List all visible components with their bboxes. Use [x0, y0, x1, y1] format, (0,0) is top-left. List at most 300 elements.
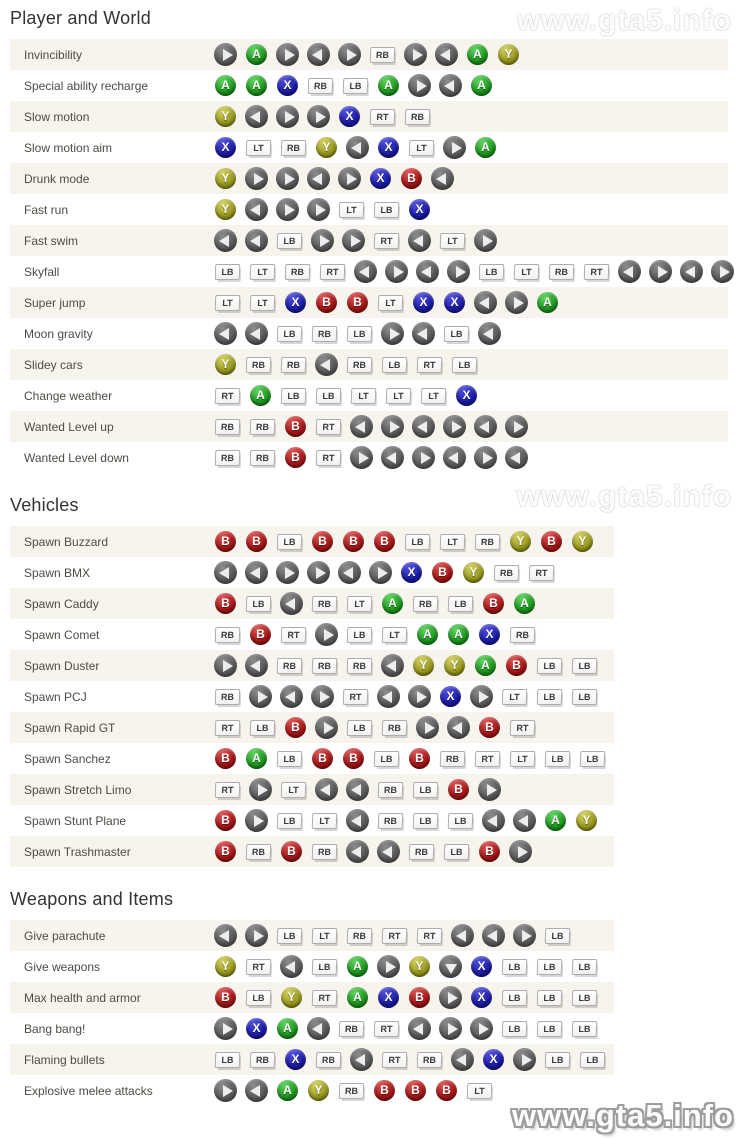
button-x-icon: X — [215, 137, 236, 158]
right-arrow-icon — [456, 266, 466, 278]
key-lb: LB — [572, 1021, 598, 1037]
right-arrow-icon — [378, 567, 388, 579]
right-arrow-icon — [254, 930, 264, 942]
button-b-icon: B — [374, 531, 395, 552]
button-sequence — [214, 167, 454, 190]
dpad-right-icon — [342, 229, 365, 252]
key-rb: RB — [281, 140, 307, 156]
dpad-left-icon — [474, 291, 497, 314]
right-arrow-icon — [448, 1023, 458, 1035]
button-a-icon: A — [250, 385, 271, 406]
key-rb: RB — [215, 450, 241, 466]
cheat-row — [10, 681, 614, 712]
dpad-left-icon — [381, 446, 404, 469]
key-rb: RB — [308, 78, 334, 94]
cheat-row — [10, 588, 614, 619]
left-arrow-icon — [219, 930, 229, 942]
key-lt: LT — [250, 264, 276, 280]
button-sequence — [214, 43, 520, 66]
key-lt: LT — [440, 233, 466, 249]
dpad-right-icon — [513, 924, 536, 947]
key-lt: LT — [347, 596, 373, 612]
dpad-right-icon — [478, 778, 501, 801]
key-lb: LB — [545, 928, 571, 944]
dpad-right-icon — [276, 43, 299, 66]
dpad-right-icon — [369, 561, 392, 584]
key-rt: RT — [374, 1021, 400, 1037]
key-rb: RB — [312, 596, 338, 612]
right-arrow-icon — [223, 660, 233, 672]
button-sequence — [214, 74, 493, 97]
right-arrow-icon — [285, 173, 295, 185]
dpad-left-icon — [346, 778, 369, 801]
key-rt: RT — [316, 419, 342, 435]
dpad-left-icon — [245, 105, 268, 128]
button-a-icon: A — [471, 75, 492, 96]
cheat-label: Fast run — [24, 202, 69, 217]
key-lb: LB — [374, 751, 400, 767]
dpad-left-icon — [307, 1017, 330, 1040]
key-lb: LB — [448, 596, 474, 612]
dpad-right-icon — [649, 260, 672, 283]
watermark-middle: www.gta5.info — [516, 480, 732, 513]
button-a-icon: A — [475, 137, 496, 158]
right-arrow-icon — [417, 691, 427, 703]
key-lb: LB — [537, 1021, 563, 1037]
left-arrow-icon — [359, 266, 369, 278]
button-b-icon: B — [401, 168, 422, 189]
button-a-icon: A — [378, 75, 399, 96]
left-arrow-icon — [320, 359, 330, 371]
dpad-right-icon — [416, 716, 439, 739]
right-arrow-icon — [452, 142, 462, 154]
right-arrow-icon — [223, 1023, 233, 1035]
dpad-left-icon — [435, 43, 458, 66]
cheat-row — [10, 805, 614, 836]
button-b-icon: B — [541, 531, 562, 552]
right-arrow-icon — [522, 1054, 532, 1066]
button-sequence — [214, 809, 598, 832]
dpad-right-icon — [245, 167, 268, 190]
dpad-right-icon — [439, 1017, 462, 1040]
dpad-left-icon — [214, 322, 237, 345]
button-b-icon: B — [250, 624, 271, 645]
key-rb: RB — [549, 264, 575, 280]
right-arrow-icon — [514, 421, 524, 433]
button-y-icon: Y — [498, 44, 519, 65]
key-lb: LB — [413, 813, 439, 829]
key-lb: LB — [572, 990, 598, 1006]
right-arrow-icon — [347, 49, 357, 61]
cheat-label: Give weapons — [24, 959, 101, 974]
key-lb: LB — [502, 1021, 528, 1037]
button-x-icon: X — [413, 292, 434, 313]
button-b-icon: B — [215, 531, 236, 552]
key-rt: RT — [510, 720, 536, 736]
dpad-down-icon — [439, 955, 462, 978]
left-arrow-icon — [483, 328, 493, 340]
button-sequence — [214, 592, 536, 615]
button-b-icon: B — [483, 593, 504, 614]
right-arrow-icon — [351, 235, 361, 247]
dpad-left-icon — [280, 955, 303, 978]
button-b-icon: B — [215, 841, 236, 862]
key-rb: RB — [475, 534, 501, 550]
dpad-right-icon — [377, 955, 400, 978]
right-arrow-icon — [417, 80, 427, 92]
right-arrow-icon — [487, 784, 497, 796]
cheat-label: Explosive melee attacks — [24, 1083, 153, 1098]
cheat-label: Spawn Comet — [24, 627, 100, 642]
dpad-left-icon — [377, 840, 400, 863]
button-sequence — [214, 415, 528, 438]
dpad-left-icon — [214, 229, 237, 252]
dpad-right-icon — [408, 685, 431, 708]
key-rb: RB — [312, 844, 338, 860]
right-arrow-icon — [347, 173, 357, 185]
left-arrow-icon — [351, 815, 361, 827]
dpad-right-icon — [315, 716, 338, 739]
key-lt: LT — [281, 782, 307, 798]
dpad-left-icon — [346, 136, 369, 159]
key-lb: LB — [215, 1052, 241, 1068]
dpad-left-icon — [513, 809, 536, 832]
button-b-icon: B — [285, 717, 306, 738]
cheat-label: Spawn Sanchez — [24, 751, 111, 766]
right-arrow-icon — [285, 49, 295, 61]
button-b-icon: B — [285, 447, 306, 468]
key-lb: LB — [545, 751, 571, 767]
key-lt: LT — [312, 928, 338, 944]
cheat-rows — [10, 39, 736, 473]
dpad-left-icon — [214, 561, 237, 584]
cheat-row — [10, 225, 728, 256]
cheat-label: Super jump — [24, 295, 86, 310]
cheat-row — [10, 132, 728, 163]
key-lb: LB — [448, 813, 474, 829]
button-sequence — [214, 561, 555, 584]
key-lb: LB — [502, 990, 528, 1006]
button-sequence — [214, 229, 497, 252]
dpad-left-icon — [377, 685, 400, 708]
button-b-icon: B — [436, 1080, 457, 1101]
key-rt: RT — [312, 990, 338, 1006]
cheat-row — [10, 557, 614, 588]
dpad-left-icon — [245, 198, 268, 221]
button-x-icon: X — [444, 292, 465, 313]
button-x-icon: X — [471, 956, 492, 977]
left-arrow-icon — [487, 930, 497, 942]
key-lt: LT — [250, 295, 276, 311]
right-arrow-icon — [390, 421, 400, 433]
key-lb: LB — [316, 388, 342, 404]
key-lb: LB — [374, 202, 400, 218]
right-arrow-icon — [479, 691, 489, 703]
cheat-row — [10, 39, 728, 70]
left-arrow-icon — [250, 328, 260, 340]
right-arrow-icon — [448, 992, 458, 1004]
cheat-label: Bang bang! — [24, 1021, 86, 1036]
key-rt: RT — [320, 264, 346, 280]
button-x-icon: X — [285, 292, 306, 313]
button-sequence — [214, 654, 598, 677]
cheat-label: Spawn Duster — [24, 658, 100, 673]
button-sequence — [214, 136, 497, 159]
button-y-icon: Y — [215, 199, 236, 220]
dpad-left-icon — [307, 167, 330, 190]
dpad-left-icon — [618, 260, 641, 283]
right-arrow-icon — [285, 111, 295, 123]
dpad-right-icon — [311, 685, 334, 708]
right-arrow-icon — [254, 173, 264, 185]
dpad-right-icon — [381, 415, 404, 438]
key-rb: RB — [405, 109, 431, 125]
right-arrow-icon — [394, 266, 404, 278]
dpad-left-icon — [245, 654, 268, 677]
button-sequence — [214, 353, 478, 376]
button-b-icon: B — [316, 292, 337, 313]
button-sequence — [214, 446, 528, 469]
cheat-row — [10, 411, 728, 442]
cheat-label: Spawn Buzzard — [24, 534, 109, 549]
dpad-right-icon — [315, 623, 338, 646]
key-lb: LB — [347, 720, 373, 736]
key-rb: RB — [285, 264, 311, 280]
cheat-label: Fast swim — [24, 233, 78, 248]
left-arrow-icon — [250, 204, 260, 216]
dpad-left-icon — [346, 840, 369, 863]
button-sequence — [214, 955, 598, 978]
cheat-row — [10, 712, 614, 743]
cheat-row — [10, 194, 728, 225]
key-lb: LB — [537, 990, 563, 1006]
cheat-row — [10, 526, 614, 557]
dpad-left-icon — [412, 415, 435, 438]
button-x-icon: X — [409, 199, 430, 220]
key-lb: LB — [502, 959, 528, 975]
left-arrow-icon — [355, 421, 365, 433]
key-rb: RB — [510, 627, 536, 643]
left-arrow-icon — [417, 421, 427, 433]
key-lb: LB — [545, 1052, 571, 1068]
cheat-row — [10, 951, 614, 982]
key-rb: RB — [250, 450, 276, 466]
left-arrow-icon — [413, 1023, 423, 1035]
key-rb: RB — [370, 47, 396, 63]
dpad-right-icon — [350, 446, 373, 469]
key-rt: RT — [529, 565, 555, 581]
dpad-right-icon — [307, 198, 330, 221]
key-lt: LT — [382, 627, 408, 643]
section-player-and-world — [0, 8, 736, 473]
key-lb: LB — [277, 928, 303, 944]
dpad-right-icon — [214, 654, 237, 677]
right-arrow-icon — [359, 452, 369, 464]
left-arrow-icon — [351, 784, 361, 796]
cheat-label: Spawn Stunt Plane — [24, 813, 127, 828]
left-arrow-icon — [312, 1023, 322, 1035]
button-sequence — [214, 260, 734, 283]
left-arrow-icon — [386, 452, 396, 464]
key-lb: LB — [343, 78, 369, 94]
button-b-icon: B — [215, 748, 236, 769]
key-rt: RT — [417, 928, 443, 944]
key-lb: LB — [444, 844, 470, 860]
key-rb: RB — [215, 419, 241, 435]
key-rt: RT — [475, 751, 501, 767]
key-rb: RB — [409, 844, 435, 860]
button-y-icon: Y — [281, 987, 302, 1008]
button-b-icon: B — [479, 841, 500, 862]
cheat-row — [10, 774, 614, 805]
dpad-right-icon — [276, 561, 299, 584]
right-arrow-icon — [390, 328, 400, 340]
section-title: Player and World — [10, 8, 151, 28]
dpad-left-icon — [505, 446, 528, 469]
right-arrow-icon — [254, 815, 264, 827]
left-arrow-icon — [456, 1054, 466, 1066]
key-lb: LB — [246, 990, 272, 1006]
dpad-left-icon — [408, 1017, 431, 1040]
key-lb: LB — [537, 658, 563, 674]
dpad-left-icon — [431, 167, 454, 190]
button-y-icon: Y — [413, 655, 434, 676]
button-y-icon: Y — [463, 562, 484, 583]
key-lt: LT — [215, 295, 241, 311]
left-arrow-icon — [417, 328, 427, 340]
dpad-left-icon — [478, 322, 501, 345]
dpad-right-icon — [214, 43, 237, 66]
dpad-left-icon — [412, 322, 435, 345]
key-rb: RB — [413, 596, 439, 612]
right-arrow-icon — [258, 784, 268, 796]
button-a-icon: A — [448, 624, 469, 645]
button-a-icon: A — [467, 44, 488, 65]
left-arrow-icon — [413, 235, 423, 247]
left-arrow-icon — [285, 598, 295, 610]
key-lt: LT — [502, 689, 528, 705]
key-lb: LB — [281, 388, 307, 404]
key-rb: RB — [277, 658, 303, 674]
key-lb: LB — [347, 326, 373, 342]
button-b-icon: B — [285, 416, 306, 437]
key-lt: LT — [421, 388, 447, 404]
button-a-icon: A — [246, 75, 267, 96]
left-arrow-icon — [421, 266, 431, 278]
right-arrow-icon — [386, 961, 396, 973]
button-a-icon: A — [537, 292, 558, 313]
cheat-label: Spawn Trashmaster — [24, 844, 131, 859]
button-a-icon: A — [514, 593, 535, 614]
key-lb: LB — [277, 233, 303, 249]
key-rb: RB — [347, 928, 373, 944]
right-arrow-icon — [658, 266, 668, 278]
dpad-left-icon — [451, 924, 474, 947]
key-lt: LT — [312, 813, 338, 829]
key-lt: LT — [409, 140, 435, 156]
left-arrow-icon — [219, 235, 229, 247]
cheat-label: Give parachute — [24, 928, 106, 943]
watermark-bottom: www.gta5.info — [512, 1098, 734, 1133]
dpad-right-icon — [474, 229, 497, 252]
button-b-icon: B — [432, 562, 453, 583]
dpad-left-icon — [354, 260, 377, 283]
cheat-rows — [10, 920, 736, 1106]
dpad-right-icon — [338, 43, 361, 66]
button-x-icon: X — [479, 624, 500, 645]
button-a-icon: A — [475, 655, 496, 676]
cheat-label: Wanted Level up — [24, 419, 114, 434]
button-b-icon: B — [409, 748, 430, 769]
key-rb: RB — [312, 658, 338, 674]
left-arrow-icon — [440, 49, 450, 61]
dpad-right-icon — [408, 74, 431, 97]
right-arrow-icon — [413, 49, 423, 61]
dpad-right-icon — [505, 415, 528, 438]
left-arrow-icon — [487, 815, 497, 827]
key-lb: LB — [479, 264, 505, 280]
dpad-right-icon — [443, 415, 466, 438]
button-b-icon: B — [215, 987, 236, 1008]
left-arrow-icon — [219, 328, 229, 340]
key-rt: RT — [215, 388, 241, 404]
dpad-left-icon — [245, 229, 268, 252]
button-b-icon: B — [281, 841, 302, 862]
key-lt: LT — [510, 751, 536, 767]
key-lb: LB — [250, 720, 276, 736]
dpad-right-icon — [385, 260, 408, 283]
cheat-row — [10, 836, 614, 867]
key-rb: RB — [215, 627, 241, 643]
key-rb: RB — [347, 658, 373, 674]
cheat-row — [10, 101, 728, 132]
button-sequence — [214, 840, 532, 863]
key-rb: RB — [339, 1083, 365, 1099]
button-sequence — [214, 291, 559, 314]
key-rb: RB — [417, 1052, 443, 1068]
dpad-right-icon — [276, 198, 299, 221]
key-lb: LB — [382, 357, 408, 373]
cheat-row — [10, 920, 614, 951]
button-b-icon: B — [343, 531, 364, 552]
dpad-left-icon — [307, 43, 330, 66]
button-a-icon: A — [246, 44, 267, 65]
section-weapons-and-items — [0, 889, 736, 1106]
button-b-icon: B — [246, 531, 267, 552]
dpad-left-icon — [482, 924, 505, 947]
left-arrow-icon — [285, 961, 295, 973]
button-b-icon: B — [448, 779, 469, 800]
dpad-right-icon — [245, 924, 268, 947]
right-arrow-icon — [514, 297, 524, 309]
dpad-left-icon — [350, 1048, 373, 1071]
key-lb: LB — [452, 357, 478, 373]
button-a-icon: A — [277, 1018, 298, 1039]
key-rt: RT — [215, 782, 241, 798]
dpad-right-icon — [245, 809, 268, 832]
dpad-left-icon — [439, 74, 462, 97]
button-sequence — [214, 105, 431, 128]
dpad-right-icon — [276, 167, 299, 190]
button-y-icon: Y — [409, 956, 430, 977]
left-arrow-icon — [623, 266, 633, 278]
cheat-row — [10, 982, 614, 1013]
button-b-icon: B — [215, 593, 236, 614]
dpad-left-icon — [443, 446, 466, 469]
key-rb: RB — [250, 419, 276, 435]
dpad-right-icon — [447, 260, 470, 283]
cheat-rows — [10, 526, 736, 867]
